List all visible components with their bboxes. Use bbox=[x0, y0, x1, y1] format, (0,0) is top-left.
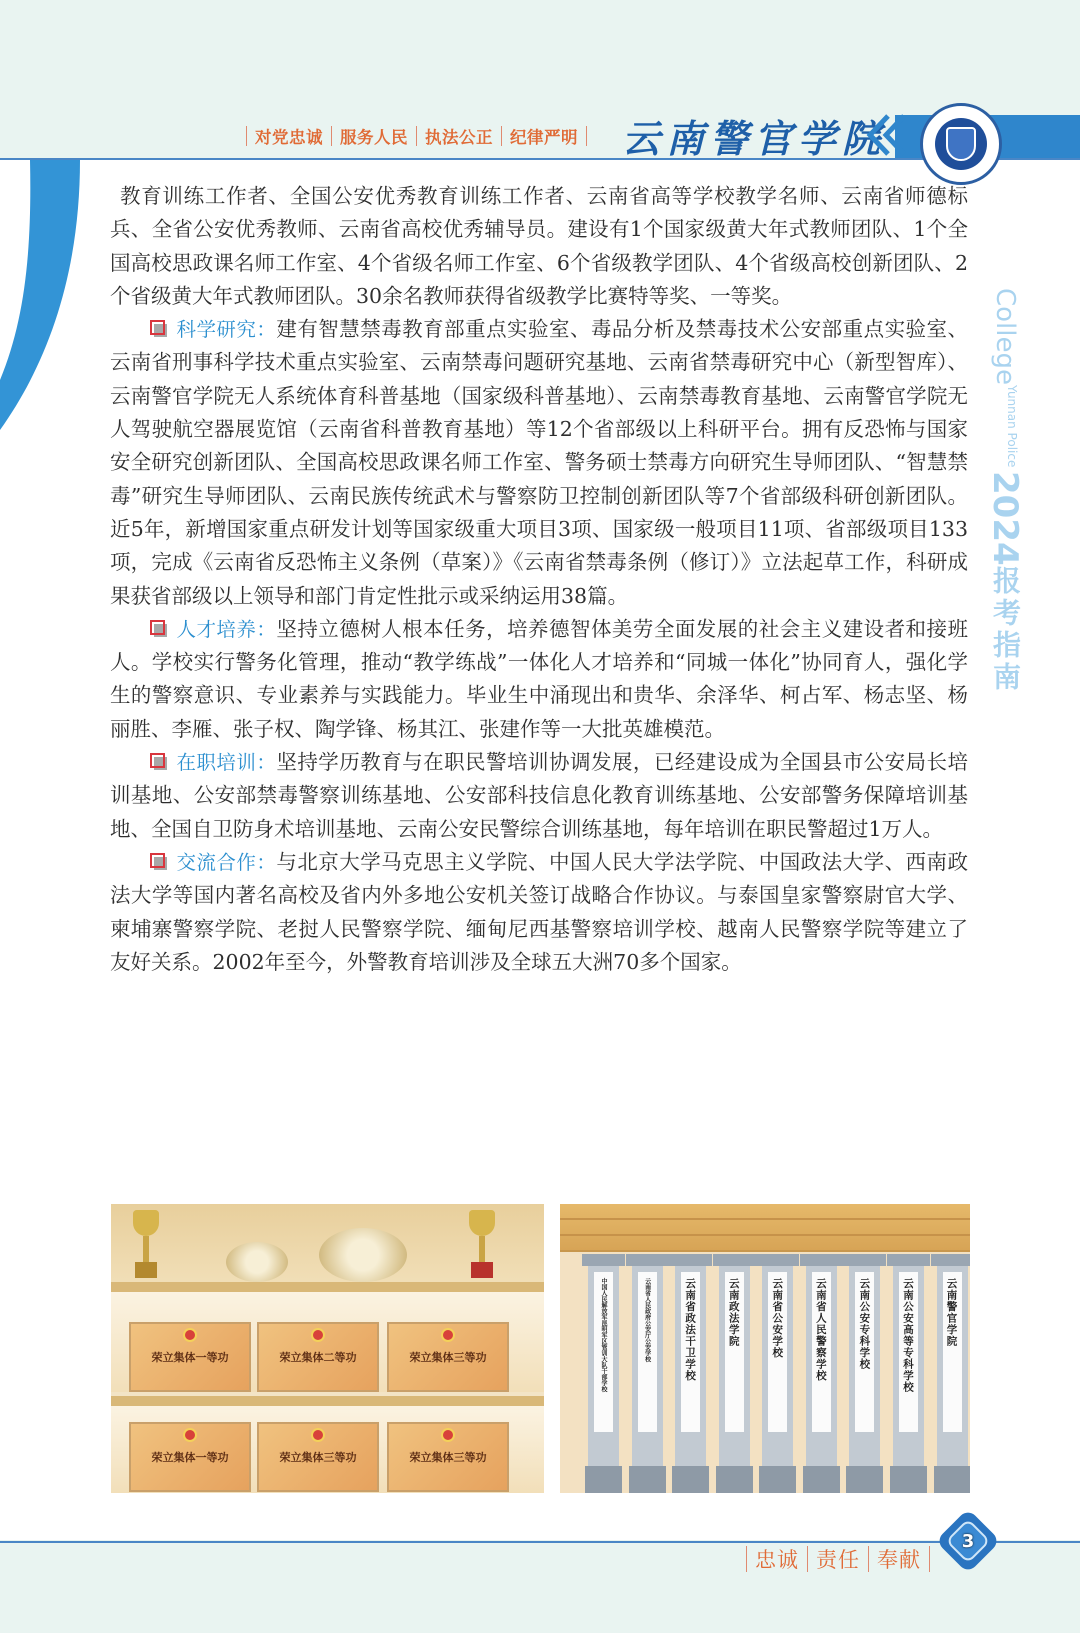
shelf-board bbox=[111, 1396, 544, 1406]
pillar bbox=[716, 1254, 753, 1493]
divider bbox=[246, 126, 247, 146]
slogan-item: 服务人民 bbox=[340, 128, 408, 147]
award-plaque: 荣立集体一等功 bbox=[129, 1422, 251, 1492]
pillar-label: 云南政法学院 bbox=[725, 1272, 744, 1432]
pillar bbox=[759, 1254, 796, 1493]
footer-divider bbox=[0, 1541, 1080, 1543]
award-plaque: 荣立集体三等功 bbox=[257, 1422, 379, 1492]
divider bbox=[868, 1546, 869, 1572]
slogan-item: 对党忠诚 bbox=[255, 128, 323, 147]
section-text: 坚持学历教育与在职民警培训协调发展，已经建设成为全国县市公安局长培训基地、公安部禁毒警察训练基地、公安部科技信息化教育训练基地、公安部警务保障培训基地、全国自卫防身术培训基地、云南公安民警综合训练基地，每年培训在职民警超过1万人。 bbox=[110, 750, 968, 841]
pillar bbox=[934, 1254, 971, 1493]
slogan-item: 纪律严明 bbox=[510, 128, 578, 147]
cornice-line bbox=[560, 1234, 970, 1236]
pillar bbox=[672, 1254, 709, 1493]
section-research bbox=[110, 313, 968, 613]
slogan-item: 执法公正 bbox=[425, 128, 493, 147]
footer-slogans bbox=[738, 1544, 938, 1574]
pillar-label: 云南省人民政府公安厅公安学校 bbox=[638, 1272, 657, 1432]
section-title: 科学研究： bbox=[176, 318, 277, 342]
square-bullet-icon bbox=[150, 753, 168, 771]
pillar bbox=[585, 1254, 622, 1493]
double-chevron-left-icon bbox=[860, 110, 920, 160]
section-training bbox=[110, 746, 968, 846]
section-text: 坚持立德树人根本任务，培养德智体美劳全面发展的社会主义建设者和接班人。学校实行警务化管理，推动“教学练战”一体化人才培养和“同城一体化”协同育人，强化学生的警察意识、专业素养与实践能力。毕业生中涌现出和贵华、余泽华、柯占军、杨志坚、杨丽胜、李雁、张子权、陶学锋、杨其江、张建作等一大批英雄模范。 bbox=[110, 616, 968, 741]
section-title: 人才培养： bbox=[176, 617, 277, 641]
commemorative-plate bbox=[226, 1242, 288, 1282]
pillar bbox=[629, 1254, 666, 1493]
trophy-icon bbox=[469, 1210, 495, 1280]
page-number: 3 bbox=[961, 1530, 975, 1552]
divider bbox=[929, 1546, 930, 1572]
pillar-label: 云南公安高等专科学校 bbox=[899, 1272, 918, 1432]
college-emblem-icon bbox=[920, 103, 1002, 185]
commemorative-plate bbox=[319, 1228, 407, 1282]
section-exchange bbox=[110, 846, 968, 979]
divider bbox=[586, 126, 587, 146]
header-slogans bbox=[238, 124, 595, 148]
award-plaque: 荣立集体三等功 bbox=[387, 1422, 509, 1492]
pillar-label: 云南警官学院 bbox=[943, 1272, 962, 1432]
award-plaque: 荣立集体一等功 bbox=[129, 1322, 251, 1392]
side-banner bbox=[985, 288, 1025, 694]
pillar-label: 中国人民解放军昆明军区管训大队干部学校 bbox=[594, 1272, 613, 1432]
square-bullet-icon bbox=[150, 853, 168, 871]
award-plaque: 荣立集体二等功 bbox=[257, 1322, 379, 1392]
side-banner-english-small: Yunnan Police bbox=[1005, 385, 1019, 468]
pillar bbox=[846, 1254, 883, 1493]
history-pillar-wall-photo bbox=[560, 1204, 970, 1493]
square-bullet-icon bbox=[150, 620, 168, 638]
square-bullet-icon bbox=[150, 320, 168, 338]
college-name-title: 云南警官学院 bbox=[622, 116, 887, 161]
divider bbox=[746, 1546, 747, 1572]
pillar-label: 云南省政法干卫学校 bbox=[681, 1272, 700, 1432]
honor-shelf-photo bbox=[111, 1204, 544, 1493]
side-banner-english bbox=[992, 288, 1018, 467]
pillar bbox=[803, 1254, 840, 1493]
divider bbox=[807, 1546, 808, 1572]
footer-slogan-item: 责任 bbox=[816, 1548, 860, 1572]
section-talent bbox=[110, 613, 968, 746]
pillar-label: 云南省公安学校 bbox=[768, 1272, 787, 1432]
intro-paragraph: 教育训练工作者、全国公安优秀教育训练工作者、云南省高等学校教学名师、云南省师德标兵、全省公安优秀教师、云南省高校优秀辅导员。建设有1个国家级黄大年式教师团队、1个全国高校思政课名师工作室、4个省级名师工作室、6个省级教学团队、4个省级高校创新团队、2个省级黄大年式教师团队。30余名教师获得省级教学比赛特等奖、一等奖。 bbox=[110, 184, 968, 308]
divider bbox=[501, 126, 502, 146]
main-content bbox=[110, 180, 968, 979]
section-title: 在职培训： bbox=[176, 751, 277, 775]
side-banner-english-large: College bbox=[990, 288, 1020, 386]
section-text: 与北京大学马克思主义学院、中国人民大学法学院、中国政法大学、西南政法大学等国内著名高校及省内外多地公安机关签订战略合作协议。与泰国皇家警察尉官大学、柬埔寨警察学院、老挝人民警察学院、缅甸尼西基警察培训学校、越南人民警察学院等建立了友好关系。2002年至今，外警教育培训涉及全球五大洲70多个国家。 bbox=[110, 849, 968, 974]
divider bbox=[331, 126, 332, 146]
side-banner-year: 2024 bbox=[985, 471, 1025, 566]
pillar-label: 云南省人民警察学校 bbox=[812, 1272, 831, 1432]
trophy-icon bbox=[133, 1210, 159, 1280]
shelf-board bbox=[111, 1282, 544, 1292]
pillar-label: 云南公安专科学校 bbox=[855, 1272, 874, 1432]
section-title: 交流合作： bbox=[176, 850, 277, 874]
decorative-arc bbox=[0, 160, 90, 430]
pillar bbox=[890, 1254, 927, 1493]
section-text: 建有智慧禁毒教育部重点实验室、毒品分析及禁毒技术公安部重点实验室、云南省刑事科学技术重点实验室、云南禁毒问题研究基地、云南省禁毒研究中心（新型智库）、云南警官学院无人系统体育科普基地（国家级科普基地）、云南禁毒教育基地、云南警官学院无人驾驶航空器展览馆（云南省科普教育基地）等12个省部级以上科研平台。拥有反恐怖与国家安全研究创新团队、全国高校思政课名师工作室、警务硕士禁毒方向研究生导师团队、“智慧禁毒”研究生导师团队、云南民族传统武术与警察防卫控制创新团队等7个省部级科研创新团队。近5年，新增国家重点研发计划等国家级重大项目3项、国家级一般项目11项、省部级项目133项，完成《云南省反恐怖主义条例（草案）》《云南省禁毒条例（修订）》立法起草工作，科研成果获省部级以上领导和部门肯定性批示或采纳运用38篇。 bbox=[110, 317, 968, 608]
shield-icon bbox=[946, 127, 976, 161]
pillar-row bbox=[585, 1254, 970, 1493]
award-plaque: 荣立集体三等功 bbox=[387, 1322, 509, 1392]
footer-slogan-item: 奉献 bbox=[877, 1548, 921, 1572]
ceiling-cornice bbox=[560, 1204, 970, 1252]
footer-slogan-item: 忠诚 bbox=[755, 1548, 799, 1572]
cornice-line bbox=[560, 1218, 970, 1220]
divider bbox=[416, 126, 417, 146]
emblem-inner bbox=[935, 118, 987, 170]
side-banner-title: 报考指南 bbox=[989, 566, 1022, 694]
